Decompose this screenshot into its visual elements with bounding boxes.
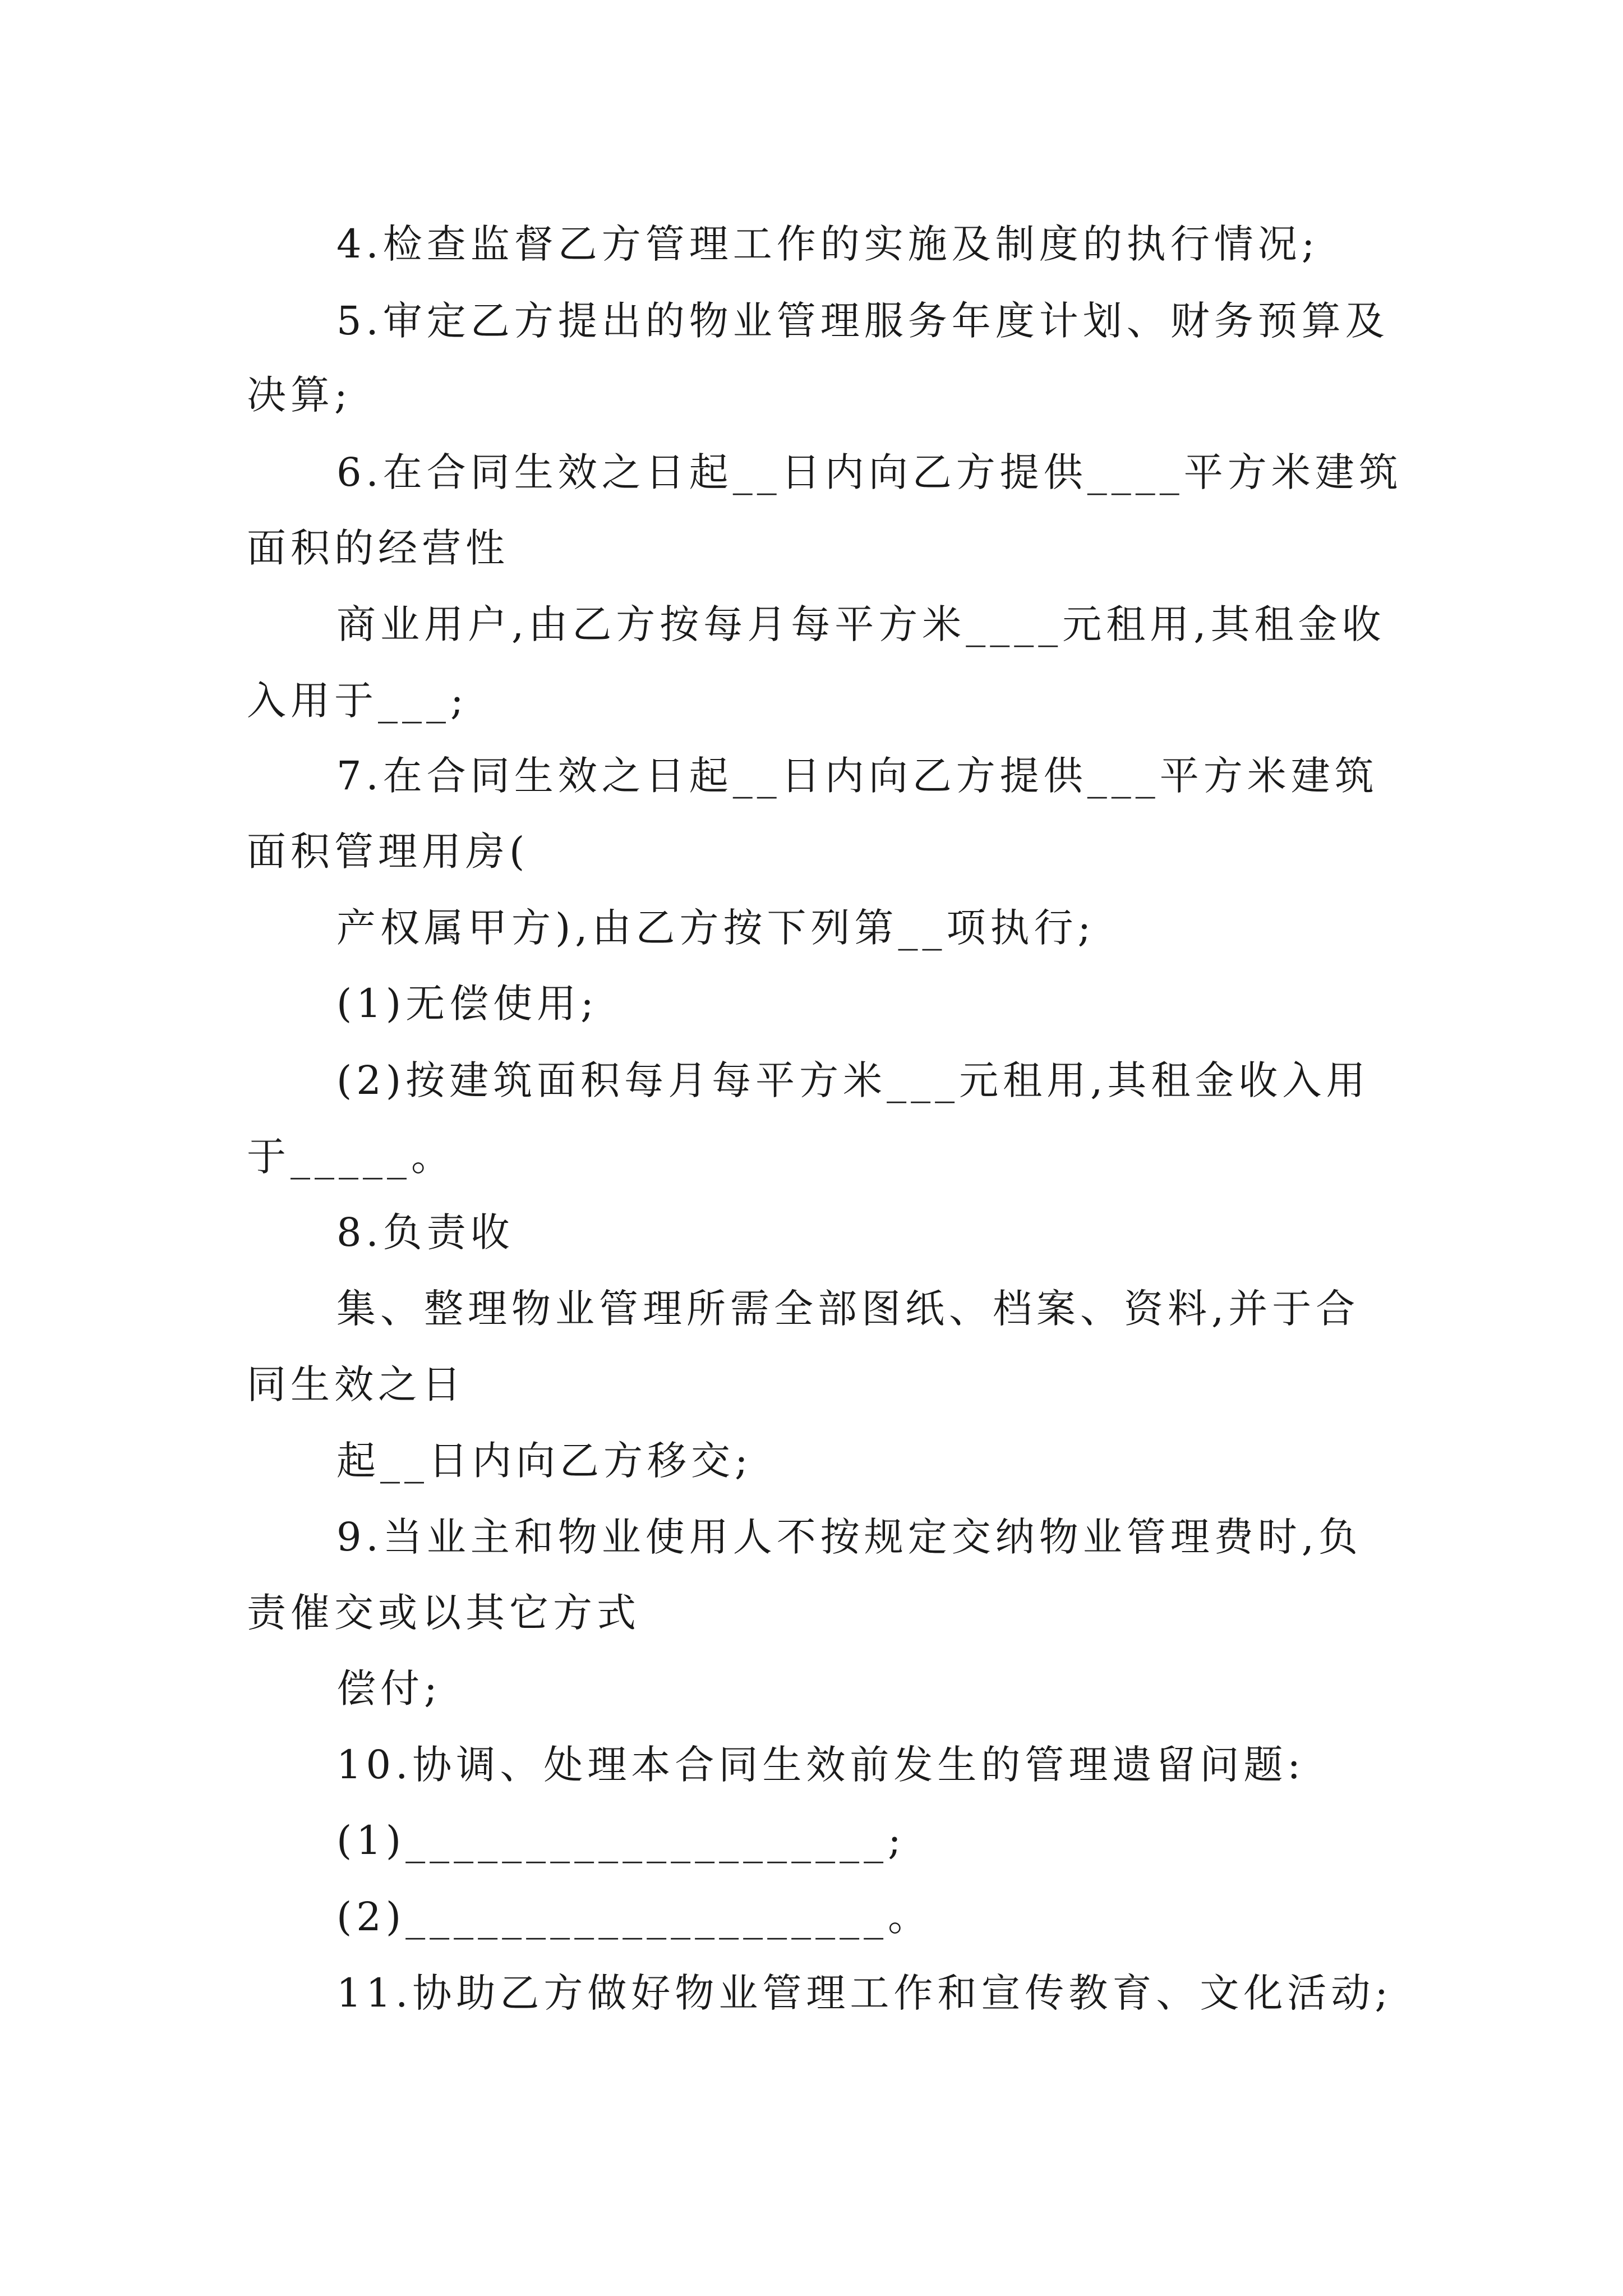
clause-7-option-2: (2)按建筑面积每月每平方米___元租用,其租金收入用: [336, 1057, 1370, 1103]
clause-5-line: 5.审定乙方提出的物业管理服务年度计划、财务预算及: [336, 298, 1389, 344]
clause-7-option-2-continuation: 于_____。: [247, 1134, 455, 1180]
clause-6-continuation: 面积的经营性: [247, 525, 509, 571]
clause-10-line: 10.协调、处理本合同生效前发生的管理遗留问题:: [336, 1742, 1305, 1788]
clause-7-continuation: 面积管理用房(: [247, 829, 529, 875]
clause-11-line: 11.协助乙方做好物业管理工作和宣传教育、文化活动;: [336, 1970, 1393, 2016]
clause-6-paragraph-2: 商业用户,由乙方按每月每平方米____元租用,其租金收: [336, 601, 1386, 647]
clause-10-item-2: (2)____________________。: [336, 1894, 932, 1940]
clause-8-line: 8.负责收: [336, 1209, 514, 1255]
clause-10-item-1: (1)____________________;: [336, 1818, 906, 1864]
clause-5-continuation: 决算;: [247, 372, 352, 418]
clause-7-option-1: (1)无偿使用;: [336, 981, 598, 1027]
clause-9-continuation: 责催交或以其它方式: [247, 1590, 640, 1636]
clause-8-paragraph-3: 起__日内向乙方移交;: [336, 1438, 753, 1484]
clause-9-line: 9.当业主和物业使用人不按规定交纳物业管理费时,负: [336, 1514, 1363, 1560]
clause-9-paragraph-2: 偿付;: [336, 1665, 442, 1711]
clause-6-line: 6.在合同生效之日起__日内向乙方提供____平方米建筑: [336, 449, 1403, 495]
clause-4-line: 4.检查监督乙方管理工作的实施及制度的执行情况;: [336, 221, 1320, 267]
clause-8-paragraph-2: 集、整理物业管理所需全部图纸、档案、资料,并于合: [336, 1286, 1360, 1332]
clause-7-line: 7.在合同生效之日起__日内向乙方提供___平方米建筑: [336, 753, 1378, 799]
clause-8-paragraph-2-continuation: 同生效之日: [247, 1361, 465, 1407]
clause-7-paragraph-2: 产权属甲方),由乙方按下列第__项执行;: [336, 905, 1096, 951]
clause-6-paragraph-2-continuation: 入用于___;: [247, 678, 468, 724]
